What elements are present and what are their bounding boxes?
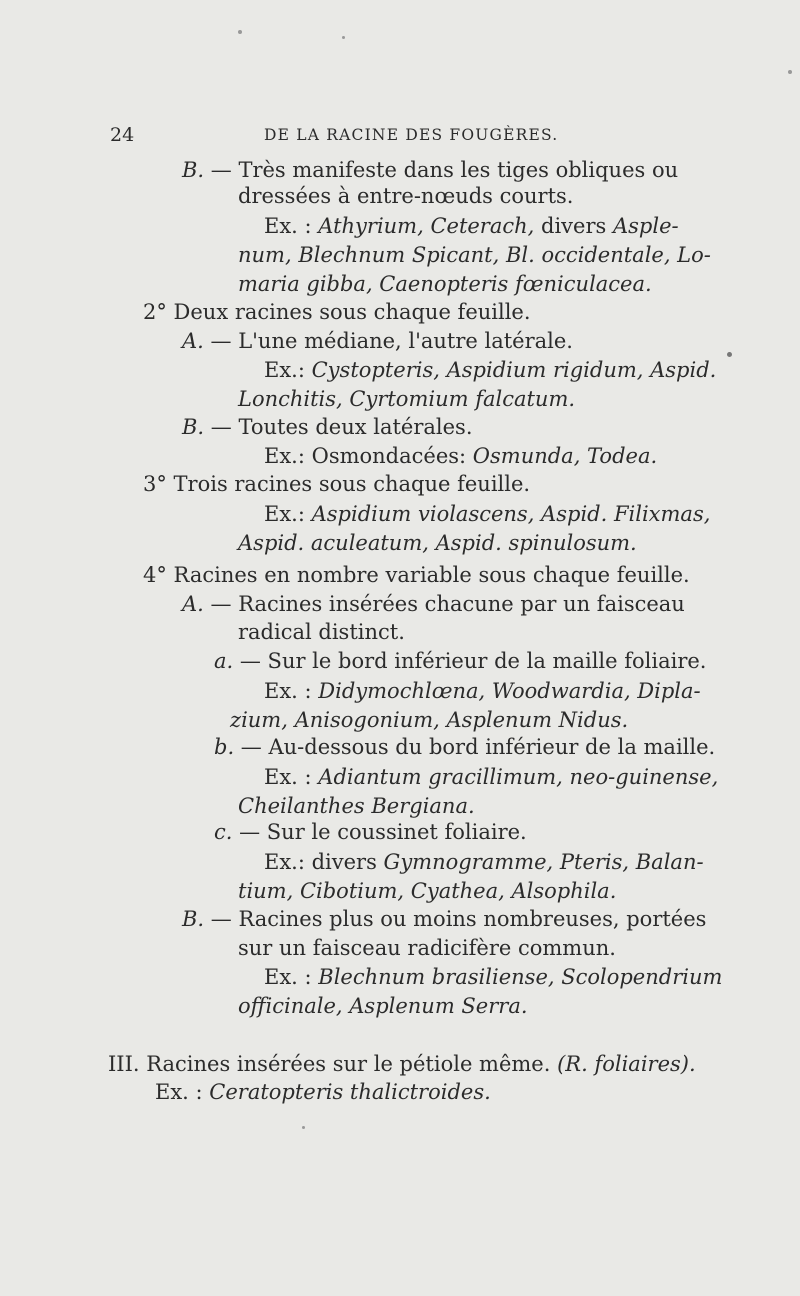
page-number: 24: [110, 124, 135, 146]
text-line: Ex. : Athyrium, Ceterach, divers Asple-: [264, 214, 679, 238]
text-line: B. — Racines plus ou moins nombreuses, portées: [182, 907, 707, 931]
text-line: Ex. : Adiantum gracillimum, neo-guinense,: [264, 765, 719, 789]
text-line: maria gibba, Caenopteris fœniculacea.: [238, 272, 652, 296]
text-line: zium, Anisogonium, Asplenum Nidus.: [230, 708, 629, 732]
text-line: 2° Deux racines sous chaque feuille.: [143, 300, 531, 324]
text-line: tium, Cibotium, Cyathea, Alsophila.: [238, 879, 617, 903]
text-line: Ex.: Cystopteris, Aspidium rigidum, Aspid.: [264, 358, 717, 382]
text-line: 4° Racines en nombre variable sous chaque feuille.: [143, 563, 690, 587]
text-line: Ex. : Ceratopteris thalictroides.: [155, 1080, 491, 1104]
text-line: III. Racines insérées sur le pétiole même. (R. foliaires).: [108, 1052, 696, 1076]
text-line: A. — Racines insérées chacune par un faisceau: [182, 592, 685, 616]
paper-speck: [788, 70, 792, 74]
paper-speck: [342, 36, 345, 39]
text-line: A. — L'une médiane, l'autre latérale.: [182, 329, 573, 353]
text-line: dressées à entre-nœuds courts.: [238, 184, 574, 208]
text-line: B. — Toutes deux latérales.: [182, 415, 473, 439]
paper-speck: [727, 352, 732, 357]
text-line: Lonchitis, Cyrtomium falcatum.: [238, 387, 576, 411]
text-line: Cheilanthes Bergiana.: [238, 794, 475, 818]
text-line: a. — Sur le bord inférieur de la maille foliaire.: [214, 649, 707, 673]
text-line: B. — Très manifeste dans les tiges obliques ou: [182, 158, 679, 182]
text-line: c. — Sur le coussinet foliaire.: [214, 820, 527, 844]
text-line: sur un faisceau radicifère commun.: [238, 936, 616, 960]
running-title: DE LA RACINE DES FOUGÈRES.: [264, 126, 559, 144]
text-line: Ex. : Didymochlœna, Woodwardia, Dipla-: [264, 679, 701, 703]
text-line: radical distinct.: [238, 620, 405, 644]
text-line: b. — Au-dessous du bord inférieur de la maille.: [214, 735, 716, 759]
text-line: Aspid. aculeatum, Aspid. spinulosum.: [238, 531, 637, 555]
text-line: 3° Trois racines sous chaque feuille.: [143, 472, 531, 496]
text-line: Ex. : Blechnum brasiliense, Scolopendrium: [264, 965, 723, 989]
page-header: [110, 124, 710, 150]
text-line: Ex.: Aspidium violascens, Aspid. Filixmas,: [264, 502, 711, 526]
paper-speck: [238, 30, 242, 34]
text-line: officinale, Asplenum Serra.: [238, 994, 528, 1018]
text-line: Ex.: Osmondacées: Osmunda, Todea.: [264, 444, 658, 468]
paper-speck: [302, 1126, 305, 1129]
text-line: num, Blechnum Spicant, Bl. occidentale, Lo-: [238, 243, 711, 267]
text-line: Ex.: divers Gymnogramme, Pteris, Balan-: [264, 850, 704, 874]
